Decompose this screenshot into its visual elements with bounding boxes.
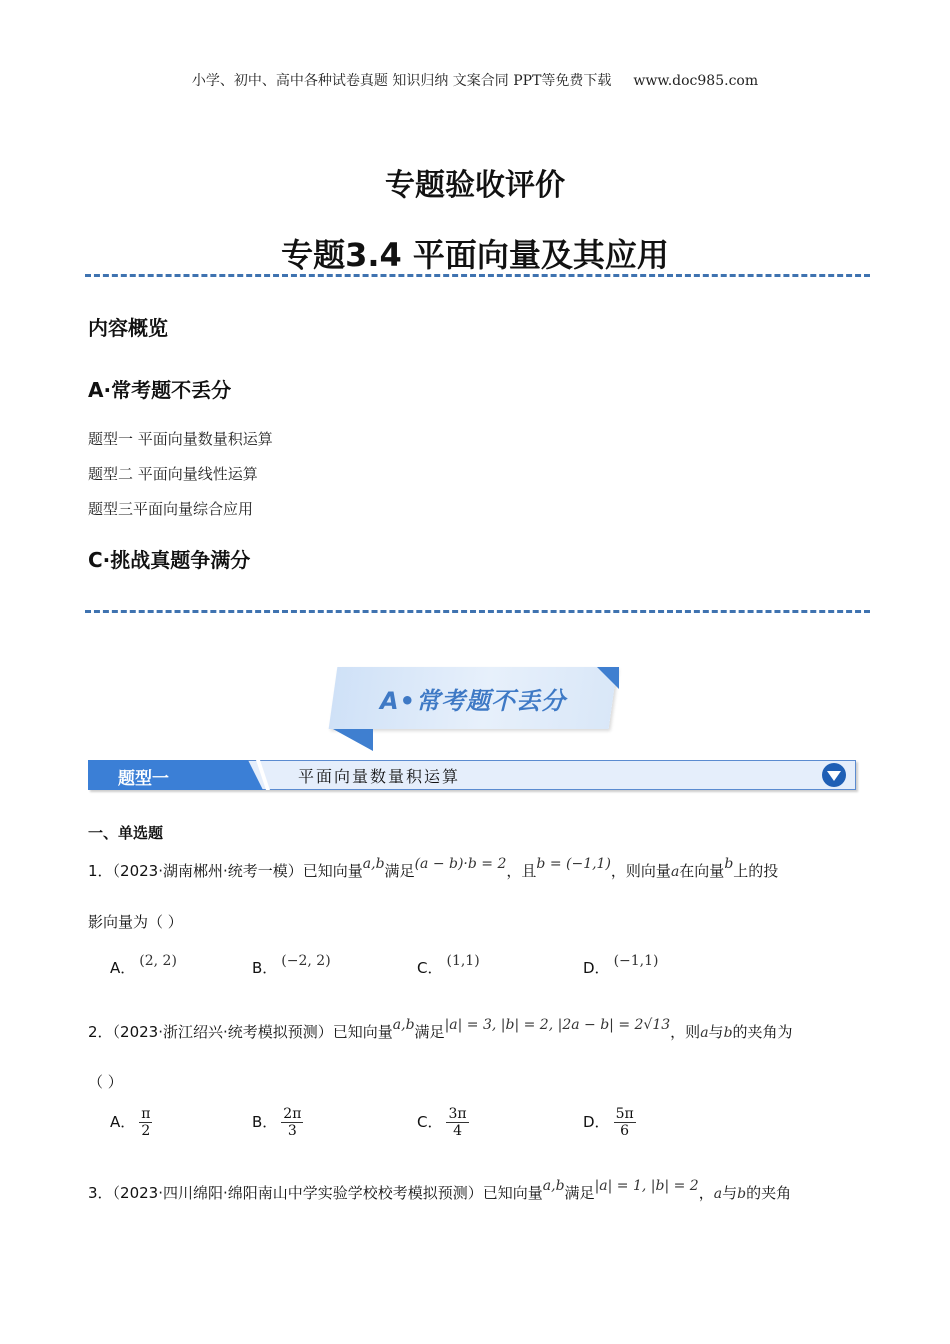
question-source: （2023·四川绵阳·绵阳南山中学实验学校校考模拟预测） (112, 1184, 483, 1202)
option-value: (2, 2) (139, 953, 177, 969)
toc-item-3[interactable]: 题型三平面向量综合应用 (88, 500, 254, 518)
section-a-banner (333, 667, 613, 729)
option-a[interactable] (110, 1106, 152, 1139)
question-text: ， (698, 1184, 714, 1202)
option-fraction (614, 1106, 636, 1139)
page-subtitle: 专题3.4 平面向量及其应用 (281, 236, 669, 274)
collapse-arrow-icon[interactable] (822, 763, 846, 787)
option-label: A． (110, 959, 136, 977)
math-expr: a (670, 864, 680, 880)
math-expr: a,b (392, 1017, 415, 1033)
question-source: （2023·湖南郴州·统考一模） (112, 862, 303, 880)
fraction-denominator: 4 (453, 1123, 462, 1139)
single-choice-heading: 一、单选题 (88, 824, 164, 842)
fraction-numerator: 2π (283, 1106, 302, 1122)
math-expr: a (713, 1186, 723, 1202)
option-fraction (281, 1106, 303, 1139)
option-fraction (139, 1106, 152, 1139)
option-c[interactable] (417, 953, 480, 978)
option-label: A． (110, 1113, 136, 1131)
question-text: 满足 (564, 1184, 595, 1202)
question-text: 已知向量 (302, 862, 363, 880)
bar-title: 平面向量数量积运算 (298, 767, 461, 786)
option-label: D． (583, 1113, 610, 1131)
divider-top (85, 274, 870, 277)
fraction-numerator: 3π (448, 1106, 467, 1122)
option-label: C． (417, 959, 443, 977)
banner-fold-decoration (333, 729, 373, 751)
math-expr: a,b (542, 1178, 565, 1194)
overview-section-a: A·常考题不丢分 (88, 378, 232, 402)
fraction-denominator: 2 (141, 1123, 151, 1139)
bar-label-tab (88, 760, 263, 790)
math-expr: a (700, 1025, 709, 1041)
overview-section-c: C·挑战真题争满分 (88, 548, 251, 572)
question-text: 的夹角 (746, 1184, 792, 1202)
math-expr: b = (−1,1) (536, 856, 611, 872)
question-text: ，则向量 (610, 862, 671, 880)
question-text: 与 (722, 1184, 738, 1202)
math-expr: |a| = 1, |b| = 2 (594, 1178, 699, 1194)
question-2-line2: （ ） (88, 1073, 123, 1091)
question-text: 已知向量 (482, 1184, 543, 1202)
option-value: (−1,1) (613, 953, 659, 969)
option-b[interactable] (252, 1106, 303, 1139)
option-a[interactable] (110, 953, 177, 978)
header-text: 小学、初中、高中各种试卷真题 知识归纳 文案合同 PPT等免费下载 (191, 73, 612, 89)
math-expr: b (724, 856, 734, 872)
fraction-denominator: 3 (287, 1123, 297, 1139)
question-number: 3． (88, 1184, 113, 1202)
question-1-line2: 影向量为（ ） (88, 913, 183, 931)
question-text: 上的投 (733, 862, 779, 880)
question-text: ，则 (670, 1023, 701, 1041)
page-header (0, 70, 950, 90)
divider-bottom (85, 610, 870, 613)
bar-label: 题型一 (118, 769, 169, 789)
option-d[interactable] (583, 953, 659, 978)
question-1 (88, 856, 863, 883)
option-value: (−2, 2) (281, 953, 331, 969)
question-text: 的夹角为 (732, 1023, 793, 1041)
math-expr: a,b (362, 856, 385, 872)
question-number: 2． (88, 1023, 113, 1041)
question-text: 在向量 (679, 862, 725, 880)
question-text: ，且 (506, 862, 537, 880)
toc-item-2[interactable]: 题型二 平面向量线性运算 (88, 465, 258, 483)
question-text: 满足 (384, 862, 415, 880)
header-site-link[interactable]: www.doc985.com (633, 73, 759, 89)
question-2 (88, 1017, 863, 1044)
math-expr: (a − b)·b = 2 (414, 856, 507, 872)
option-b[interactable] (252, 953, 331, 978)
math-expr: b (723, 1025, 733, 1041)
math-expr: b (737, 1186, 747, 1202)
question-source: （2023·浙江绍兴·统考模拟预测） (112, 1023, 333, 1041)
option-value: (1,1) (446, 953, 480, 969)
option-label: C． (417, 1113, 443, 1131)
question-text: 与 (708, 1023, 724, 1041)
option-label: B． (252, 1113, 278, 1131)
fraction-numerator: 5π (615, 1106, 634, 1122)
fraction-denominator: 6 (620, 1123, 630, 1139)
overview-heading: 内容概览 (88, 316, 168, 340)
option-d[interactable] (583, 1106, 636, 1139)
option-fraction (446, 1106, 468, 1139)
option-label: D． (583, 959, 610, 977)
option-c[interactable] (417, 1106, 469, 1139)
question-text: 已知向量 (332, 1023, 393, 1041)
option-label: B． (252, 959, 278, 977)
toc-item-1[interactable]: 题型一 平面向量数量积运算 (88, 430, 273, 448)
math-expr: |a| = 3, |b| = 2, |2a − b| = 2√13 (444, 1017, 671, 1033)
banner-text: A•常考题不丢分 (380, 687, 566, 715)
question-3 (88, 1178, 863, 1205)
page-title: 专题验收评价 (385, 168, 565, 203)
question-text: 满足 (414, 1023, 445, 1041)
question-number: 1． (88, 862, 113, 880)
fraction-numerator: π (141, 1106, 151, 1122)
question-type-bar (88, 760, 856, 790)
